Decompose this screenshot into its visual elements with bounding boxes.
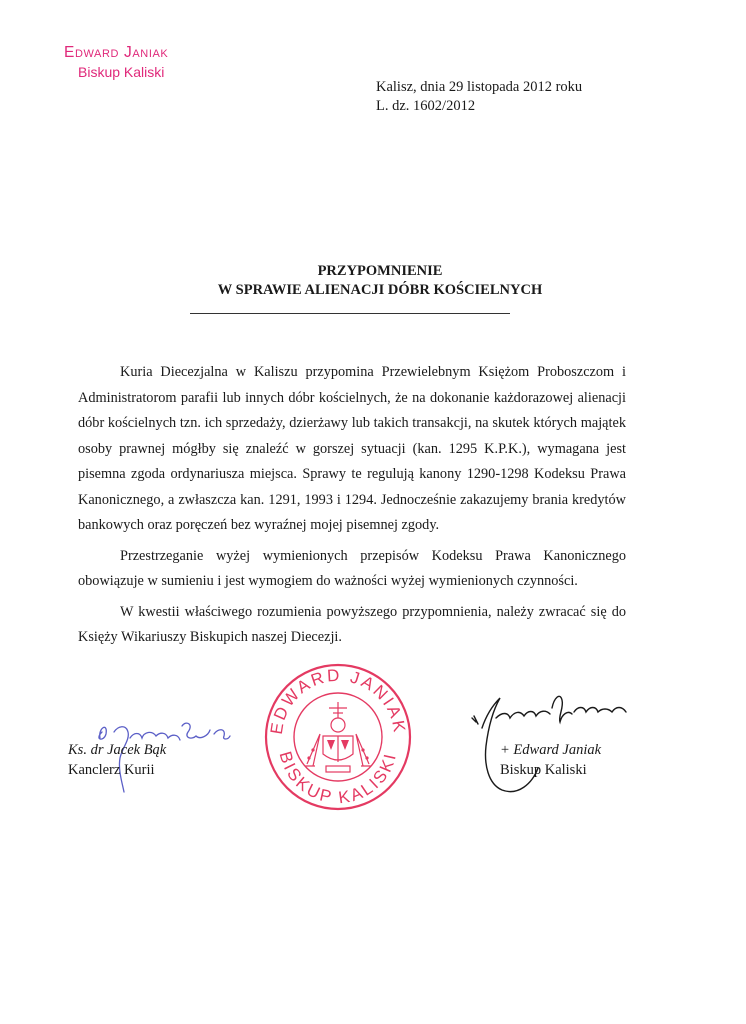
title-line-1: PRZYPOMNIENIE bbox=[317, 263, 443, 279]
document-body bbox=[78, 360, 626, 656]
svg-text:BISKUP KALISKI: BISKUP KALISKI bbox=[275, 749, 401, 808]
letterhead bbox=[64, 44, 168, 82]
bishop-signature-block bbox=[462, 688, 642, 798]
reference-number: L. dz. 1602/2012 bbox=[376, 98, 476, 114]
place-date: Kalisz, dnia 29 listopada 2012 roku bbox=[376, 79, 583, 95]
chancellor-signature-text bbox=[68, 740, 166, 780]
body-paragraph-1: Kuria Diecezjalna w Kaliszu przypomina Przewielebnym Księżom Proboszczom i Administratorom parafii lub innych dóbr kościelnych, że na dokonanie każdorazowej alienacji dóbr kościelnych tzn. ich sprzedaży, dzierżawy lub takich transakcji, na skutek których majątek osoby prawnej mógłby się znaleźć w gorszej sytuacji (kan. 1295 K.P.K.), wymagana jest pisemna zgoda ordynariusza miejsca. Sprawy te regulują kanony 1290-1298 Kodeksu Prawa Kanonicznego, a zwłaszcza kan. 1291, 1993 i 1294. Jednocześnie zakazujemy brania kredytów bankowych oraz poręczeń bez wyraźnej mojej pisemnej zgody. bbox=[78, 364, 626, 533]
title-line-2: W SPRAWIE ALIENACJI DÓBR KOŚCIELNYCH bbox=[217, 282, 543, 298]
bishop-name: + Edward Janiak bbox=[500, 742, 602, 758]
chancellor-role: Kanclerz Kurii bbox=[68, 762, 155, 778]
body-paragraph-3: W kwestii właściwego rozumienia powyższego przypomnienia, należy zwracać się do Księży Wikariuszy Biskupich naszej Diecezji. bbox=[78, 603, 626, 645]
title-divider bbox=[190, 313, 510, 314]
document-meta bbox=[376, 78, 582, 116]
bishop-role: Biskup Kaliski bbox=[500, 762, 587, 778]
bishop-signature-text bbox=[500, 740, 601, 780]
document-title bbox=[140, 262, 620, 300]
svg-text:EDWARD JANIAK: EDWARD JANIAK bbox=[266, 665, 410, 736]
bishop-seal-stamp bbox=[263, 662, 413, 812]
letterhead-name: Edward Janiak bbox=[64, 44, 169, 61]
chancellor-name: Ks. dr Jacek Bąk bbox=[68, 742, 167, 758]
chancellor-signature-block bbox=[68, 718, 248, 808]
letterhead-title: Biskup Kaliski bbox=[78, 64, 165, 80]
body-paragraph-2: Przestrzeganie wyżej wymienionych przepisów Kodeksu Prawa Kanonicznego obowiązuje w sumieniu i jest wymogiem do ważności wyżej wymienionych czynności. bbox=[78, 547, 626, 589]
